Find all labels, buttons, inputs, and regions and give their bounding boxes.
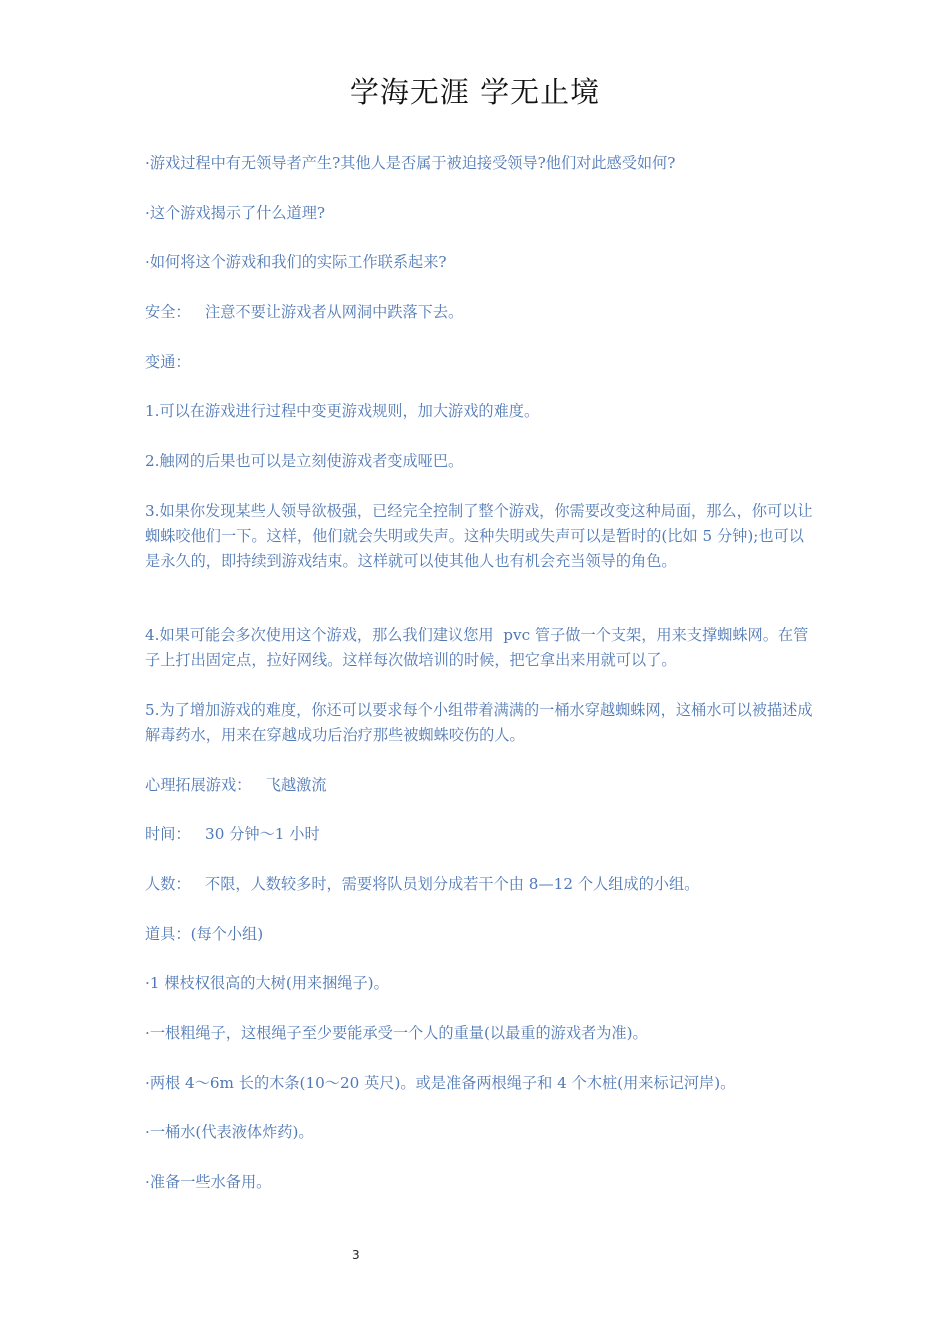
page-number: 3 <box>352 1248 360 1262</box>
bullet-question-work: ·如何将这个游戏和我们的实际工作联系起来? <box>145 253 447 271</box>
variation-item-5: 5.为了增加游戏的难度，你还可以要求每个小组带着满满的一桶水穿越蜘蛛网，这桶水可以被描述成解毒药水，用来在穿越成功后治疗那些被蜘蛛咬伤的人。 <box>145 701 813 744</box>
prop-item-bucket: ·一桶水(代表液体炸药)。 <box>145 1123 314 1141</box>
variation-item-4: 4.如果可能会多次使用这个游戏，那么我们建议您用 pvc 管子做一个支架，用来支撑蜘蛛网。在管子上打出固定点，拉好网线。这样每次做培训的时候，把它拿出来用就可以了。 <box>145 626 809 669</box>
variation-item-3: 3.如果你发现某些人领导欲极强，已经完全控制了整个游戏，你需要改变这种局面，那么，你可以让蜘蛛咬他们一下。这样，他们就会失明或失声。这种失明或失声可以是暂时的(比如 5 分钟);也可以是永久的，即持续到游戏结束。这样就可以使其他人也有机会充当领导的角色。 <box>145 502 813 570</box>
game-title-line: 心理拓展游戏： 飞越激流 <box>145 776 327 794</box>
bullet-question-lesson: ·这个游戏揭示了什么道理? <box>145 204 326 222</box>
variations-heading: 变通： <box>145 353 191 371</box>
prop-item-spare-water: ·准备一些水备用。 <box>145 1173 272 1191</box>
safety-note: 安全： 注意不要让游戏者从网洞中跌落下去。 <box>145 303 464 321</box>
variation-item-2: 2.触网的后果也可以是立刻使游戏者变成哑巴。 <box>145 452 464 470</box>
page-header-title: 学海无涯 学无止境 <box>349 75 601 109</box>
prop-item-planks: ·两根 4～6m 长的木条(10～20 英尺)。或是准备两根绳子和 4 个木桩(用来标记河岸)。 <box>145 1074 736 1092</box>
variation-item-1: 1.可以在游戏进行过程中变更游戏规则，加大游戏的难度。 <box>145 402 540 420</box>
prop-item-tree: ·1 棵枝权很高的大树(用来捆绳子)。 <box>145 974 389 992</box>
bullet-question-leader: ·游戏过程中有无领导者产生?其他人是否属于被迫接受领导?他们对此感受如何? <box>145 154 676 172</box>
players-line: 人数： 不限，人数较多时，需要将队员划分成若干个由 8—12 个人组成的小组。 <box>145 875 700 893</box>
prop-item-rope: ·一根粗绳子，这根绳子至少要能承受一个人的重量(以最重的游戏者为准)。 <box>145 1024 648 1042</box>
props-heading: 道具：(每个小组) <box>145 925 264 943</box>
time-line: 时间： 30 分钟～1 小时 <box>145 825 320 843</box>
